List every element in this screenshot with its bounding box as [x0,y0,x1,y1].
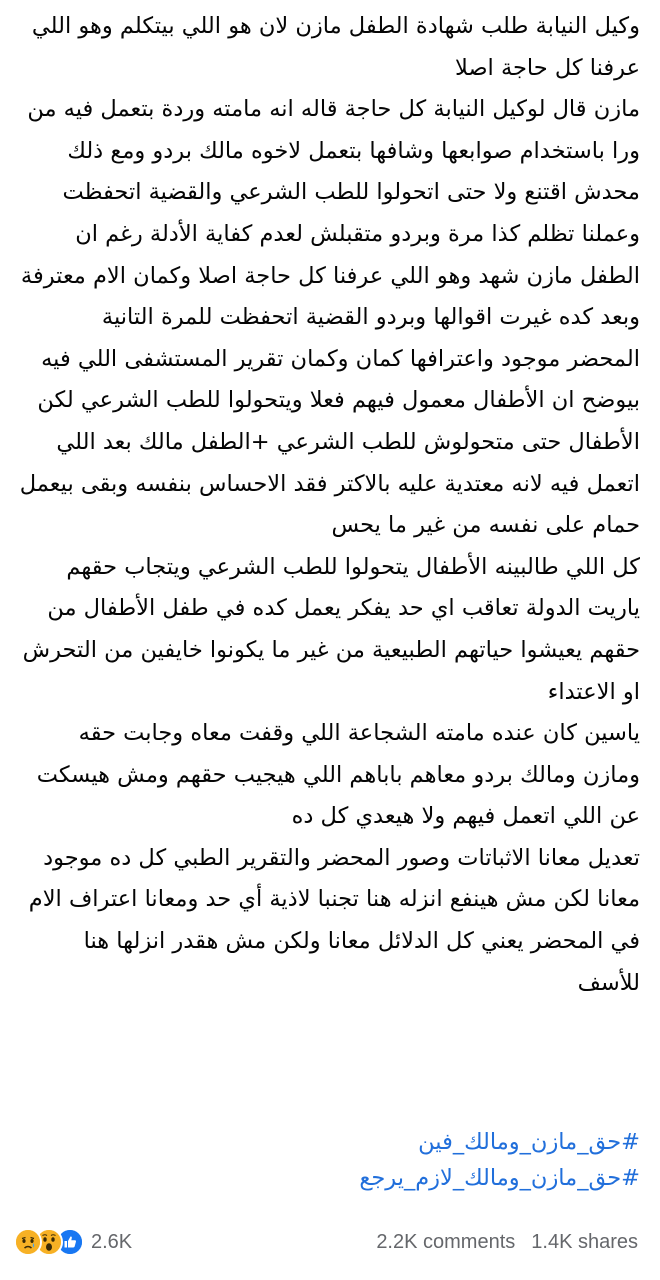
post-paragraph-4: كل اللي طالبينه الأطفال يتحولوا للطب الشرعي ويتجاب حقهم ياريت الدولة تعاقب اي حد يفكر يعمل كده في طفل الأطفال من حقهم يعيشوا حياتهم الطبيعية من غير ما يكونوا خايفين من التحرش او الاعتداء [22,553,640,705]
post-paragraph-5: ياسين كان عنده مامته الشجاعة اللي وقفت معاه وجابت حقه ومازن ومالك بردو معاهم باباهم اللي هيجيب حقهم ومش هيسكت عن اللي اتعمل فيهم ولا هيعدي كل ده [36,720,640,830]
post-paragraph-3: المحضر موجود واعترافها كمان وكمان تقرير المستشفى اللي فيه بيوضح ان الأطفال معمول فيهم فعلا ويتحولوا للطب الشرعي لكن الأطفال حتى متحولوش للطب الشرعي +الطفل مالك بعد اللي اتعمل فيه لانه معتدية عليه بالاكتر فقد الاحساس بنفسه وبقى بيعمل حمام على نفسه من غير ما يحس [19,345,640,539]
sad-reaction-icon [14,1228,42,1256]
post-paragraph-2: مازن قال لوكيل النيابة كل حاجة قاله انه مامته وردة بتعمل فيه من ورا باستخدام صوابعها وشافها بتعمل لاخوه مالك بردو ومع ذلك محدش اقتنع ولا حتى اتحولوا للطب الشرعي والقضية اتحفظت وعملنا تظلم كذا مرة وبردو متقبلش لعدم كفاية الأدلة رغم ان الطفل مازن شهد وهو اللي عرفنا كل حاجة اصلا وكمان الام معترفة وبعد كده غيرت اقوالها وبردو القضية اتحفظت للمرة التانية [20,96,640,331]
post-paragraph-6: تعديل معانا الاثباتات وصور المحضر والتقرير الطبي كل ده موجود معانا لكن مش هينفع انزله هنا تجنبا لاذية أي حد ومعانا اعتراف الام في المحضر يعني كل الدلائل معانا ولكن مش هقدر انزلها هنا للأسف [28,844,640,996]
post-text [18,6,640,1004]
hashtag-link-1[interactable]: #حق_مازن_ومالك_فين [418,1129,640,1155]
hashtag-link-2[interactable]: #حق_مازن_ومالك_لازم_يرجع [359,1165,640,1191]
comments-count-link[interactable]: 2.2K comments [376,1230,516,1253]
reactions-summary[interactable] [14,1226,132,1258]
engagement-stats [376,1226,638,1258]
post-footer [0,1226,660,1266]
shares-count-link[interactable]: 1.4K shares [531,1230,638,1253]
post-paragraph-1: وكيل النيابة طلب شهادة الطفل مازن لان هو اللي بيتكلم وهو اللي عرفنا كل حاجة اصلا [31,13,640,81]
hashtag-list [18,1124,640,1196]
reaction-count: 2.6K [91,1230,133,1253]
